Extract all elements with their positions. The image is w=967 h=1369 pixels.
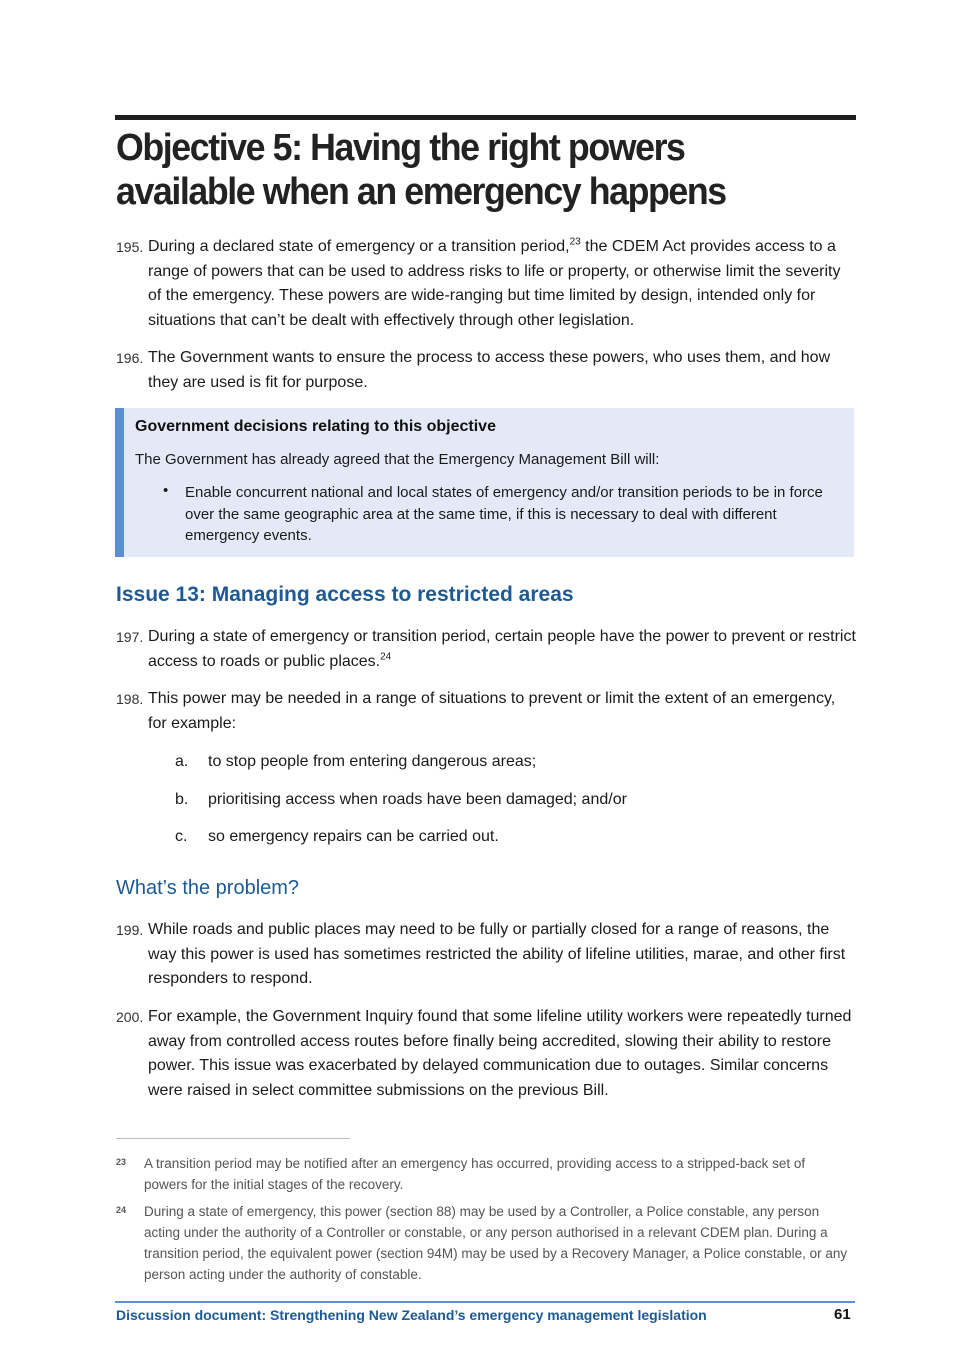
paragraph-198 xyxy=(116,687,858,736)
paragraph-195 xyxy=(116,235,858,333)
paragraph-text: While roads and public places may need to be fully or partially closed for a range of reasons, the way this power is used has sometimes restricted the ability of lifeline utilities, marae, and other first responders to respond. xyxy=(148,921,846,987)
paragraph-199 xyxy=(116,918,858,992)
paragraph-number: 197. xyxy=(116,629,144,645)
paragraph-197 xyxy=(116,625,858,674)
list-item-letter: b. xyxy=(175,791,189,808)
footnote-ref-24[interactable]: 24 xyxy=(380,651,392,663)
footnote-number: 24 xyxy=(116,1205,127,1215)
problem-heading: What’s the problem? xyxy=(116,877,300,899)
footnote-23 xyxy=(116,1153,851,1195)
list-item xyxy=(175,825,499,849)
paragraph-text: For example, the Government Inquiry found that some lifeline utility workers were repeatedly turned away from controlled access routes before finally being accredited, slowing their ability to restore power. This issue was exacerbated by delayed communication due to outages. Similar concerns were raised in select committee submissions on the previous Bill. xyxy=(148,1008,852,1099)
list-item-letter: a. xyxy=(175,753,189,770)
footnote-24 xyxy=(116,1201,851,1285)
paragraph-number: 200. xyxy=(116,1009,144,1025)
issue-heading: Issue 13: Managing access to restricted areas xyxy=(116,583,574,606)
footer-document-title: Discussion document: Strengthening New Zealand’s emergency management legislation xyxy=(116,1307,707,1323)
decision-box-bullet: Enable concurrent national and local states of emergency and/or transition periods to be in force over the same geographic area at the same time, if this is necessary to deal with different emergency events. xyxy=(185,484,823,544)
decision-box-heading: Government decisions relating to this objective xyxy=(135,418,496,435)
list-item-letter: c. xyxy=(175,828,188,845)
paragraph-number: 199. xyxy=(116,922,144,938)
paragraph-number: 198. xyxy=(116,691,144,707)
footnote-divider xyxy=(116,1138,350,1139)
paragraph-text: This power may be needed in a range of situations to prevent or limit the extent of an emergency, for example: xyxy=(148,690,836,732)
paragraph-number: 195. xyxy=(116,239,144,255)
footnote-text: During a state of emergency, this power (section 88) may be used by a Controller, a Police constable, any person acting under the authority of a Controller or constable, or any person authorised in a relevant CDEM plan. During a transition period, the equivalent power (section 94M) may be used by a Recovery Manager, a Police constable, or any person acting under the authority of constable. xyxy=(144,1204,848,1282)
paragraph-200 xyxy=(116,1005,858,1103)
paragraph-text: The Government wants to ensure the process to access these powers, who uses them, and how they are used is fit for purpose. xyxy=(148,349,831,391)
list-item-text: prioritising access when roads have been damaged; and/or xyxy=(208,791,627,808)
paragraph-number: 196. xyxy=(116,350,144,366)
footnote-ref-23[interactable]: 23 xyxy=(569,236,581,248)
list-item-text: so emergency repairs can be carried out. xyxy=(208,828,499,845)
paragraph-text-cont: the CDEM Act provides access to a range of powers that can be used to address risks to life or property, or otherwise limit the severity of the emergency. These powers are wide-ranging but time limited by design, intended only for situations that can’t be dealt with effectively through other legislation. xyxy=(148,238,841,329)
decision-box-intro: The Government has already agreed that the Emergency Management Bill will: xyxy=(135,451,660,468)
footnote-number: 23 xyxy=(116,1157,127,1167)
list-item-text: to stop people from entering dangerous areas; xyxy=(208,753,537,770)
page-title: Objective 5: Having the right powers available when an emergency happens xyxy=(116,127,726,213)
page-number: 61 xyxy=(834,1306,851,1323)
footer-rule xyxy=(115,1301,855,1303)
paragraph-text: During a state of emergency or transition period, certain people have the power to prevent or restrict access to roads or public places. xyxy=(148,628,856,670)
bullet-icon: • xyxy=(163,482,169,499)
footnote-text: A transition period may be notified after an emergency has occurred, providing access to a stripped-back set of powers for the initial stages of the recovery. xyxy=(144,1156,806,1192)
list-item xyxy=(175,750,536,774)
decision-box xyxy=(115,408,854,557)
list-item xyxy=(175,788,627,812)
paragraph-196 xyxy=(116,346,858,395)
paragraph-text: During a declared state of emergency or a transition period, xyxy=(148,238,570,255)
top-rule xyxy=(115,115,856,120)
